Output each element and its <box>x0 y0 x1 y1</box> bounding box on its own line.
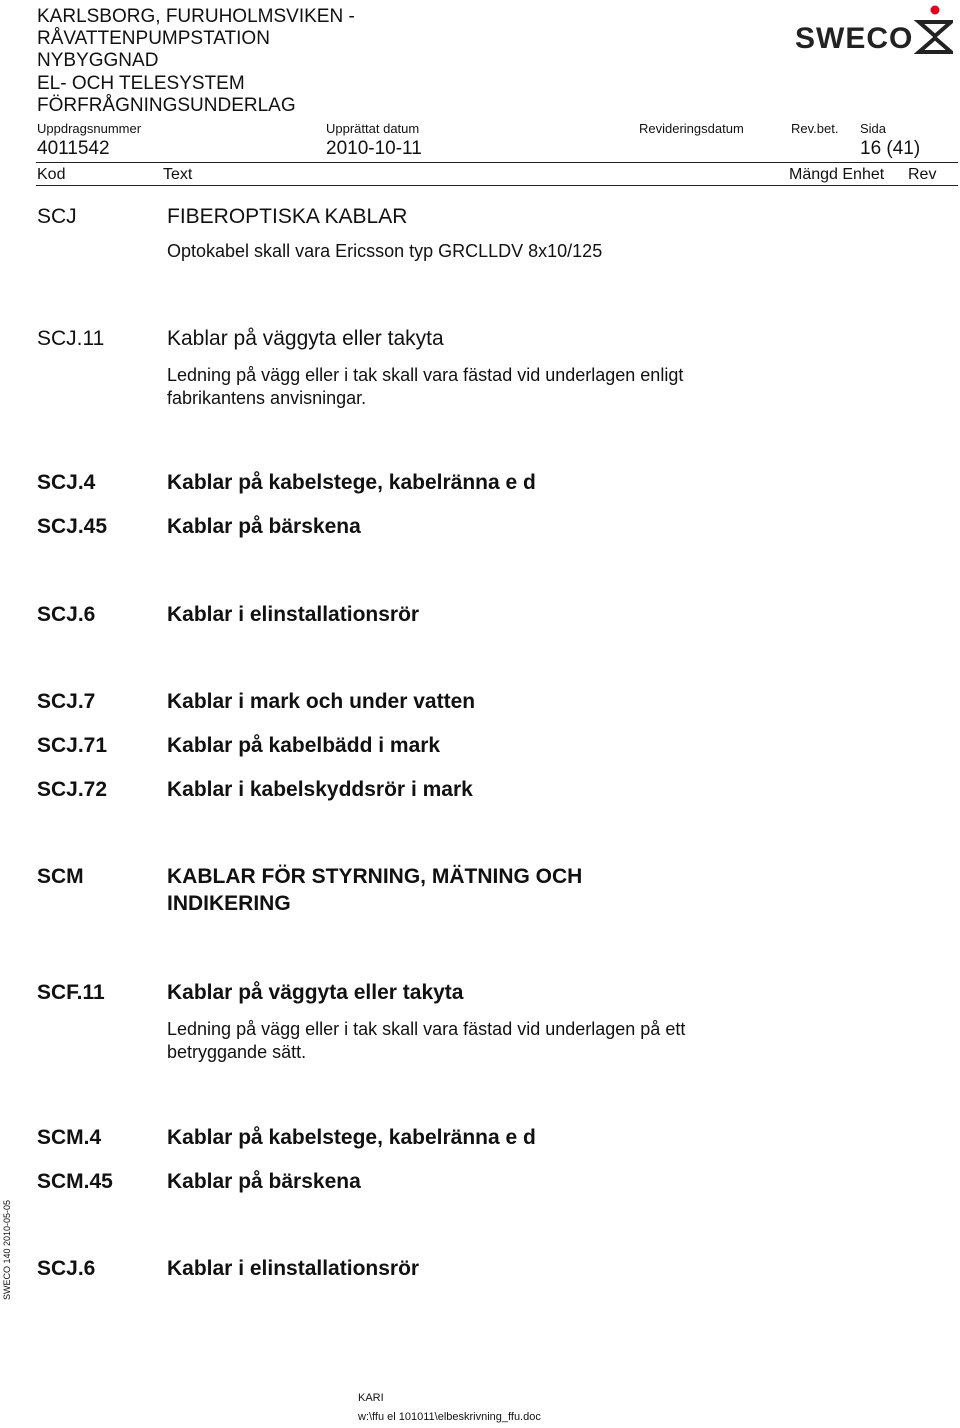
svg-text:SWECO: SWECO <box>795 22 914 54</box>
heading-scj-4: Kablar på kabelstege, kabelränna e d <box>167 471 536 494</box>
heading-scj-7: Kablar i mark och under vatten <box>167 690 476 713</box>
col-text: Text <box>163 166 193 183</box>
value-upprattat-datum: 2010-10-11 <box>326 138 422 159</box>
title-line-5: FÖRFRÅGNINGSUNDERLAG <box>37 95 296 116</box>
heading-scj-72: Kablar i kabelskyddsrör i mark <box>167 778 473 801</box>
side-note: SWECO 140 2010-05-05 <box>2 1199 12 1300</box>
code-scj-72: SCJ.72 <box>37 778 108 801</box>
heading-scj-45: Kablar på bärskena <box>167 515 361 538</box>
header-rule-bottom <box>36 185 958 186</box>
code-scj-11: SCJ.11 <box>37 327 105 350</box>
label-upprattat-datum: Upprättat datum <box>326 121 420 136</box>
heading-scm-line2: INDIKERING <box>167 892 291 915</box>
col-kod: Kod <box>37 166 66 183</box>
title-line-2: RÅVATTENPUMPSTATION <box>37 28 270 49</box>
heading-scm-4: Kablar på kabelstege, kabelränna e d <box>167 1126 536 1149</box>
heading-scm-line1: KABLAR FÖR STYRNING, MÄTNING OCH <box>167 865 583 888</box>
body-scj-11: Ledning på vägg eller i tak skall vara fästad vid underlagen enligt fabrikantens anvisningar. <box>167 365 684 408</box>
code-scj-7: SCJ.7 <box>37 690 96 713</box>
label-sida: Sida <box>860 121 887 136</box>
code-scj: SCJ <box>37 205 77 228</box>
code-scj-45: SCJ.45 <box>37 515 108 538</box>
header-rule-top <box>36 162 958 163</box>
code-scm-45: SCM.45 <box>37 1170 113 1193</box>
sweco-logo <box>795 4 953 54</box>
title-line-1: KARLSBORG, FURUHOLMSVIKEN - <box>37 6 355 27</box>
heading-scj-6-bottom: Kablar i elinstallationsrör <box>167 1257 420 1280</box>
value-sida: 16 (41) <box>860 138 921 159</box>
label-revideringsdatum: Revideringsdatum <box>639 121 744 136</box>
sweco-logo-mark <box>795 4 953 54</box>
body-scf-11: Ledning på vägg eller i tak skall vara fästad vid underlagen på ett betryggande sätt. <box>167 1019 686 1062</box>
code-scf-11: SCF.11 <box>37 981 105 1004</box>
code-scj-6-bottom: SCJ.6 <box>37 1257 96 1280</box>
label-uppdragsnummer: Uppdragsnummer <box>37 121 142 136</box>
code-scm: SCM <box>37 865 84 888</box>
label-revbet: Rev.bet. <box>791 121 839 136</box>
code-scj-6: SCJ.6 <box>37 603 96 626</box>
title-line-3: NYBYGGNAD <box>37 50 159 71</box>
value-uppdragsnummer: 4011542 <box>37 138 110 159</box>
heading-scj-11: Kablar på väggyta eller takyta <box>167 327 444 350</box>
col-mangd-enhet: Mängd Enhet <box>789 166 885 183</box>
code-scj-71: SCJ.71 <box>37 734 108 757</box>
heading-scm-45: Kablar på bärskena <box>167 1170 361 1193</box>
heading-fiberoptiska-kablar: FIBEROPTISKA KABLAR <box>167 205 408 228</box>
footer-path: w:\ffu el 101011\elbeskrivning_ffu.doc <box>358 1411 541 1423</box>
col-rev: Rev <box>908 166 937 183</box>
footer-author: KARI <box>358 1392 384 1404</box>
code-scj-4: SCJ.4 <box>37 471 96 494</box>
code-scm-4: SCM.4 <box>37 1126 102 1149</box>
title-line-4: EL- OCH TELESYSTEM <box>37 73 245 94</box>
heading-scf-11: Kablar på väggyta eller takyta <box>167 981 464 1004</box>
heading-scj-71: Kablar på kabelbädd i mark <box>167 734 441 757</box>
body-fiberoptiska: Optokabel skall vara Ericsson typ GRCLLDV 8x10/125 <box>167 241 603 261</box>
heading-scj-6: Kablar i elinstallationsrör <box>167 603 420 626</box>
